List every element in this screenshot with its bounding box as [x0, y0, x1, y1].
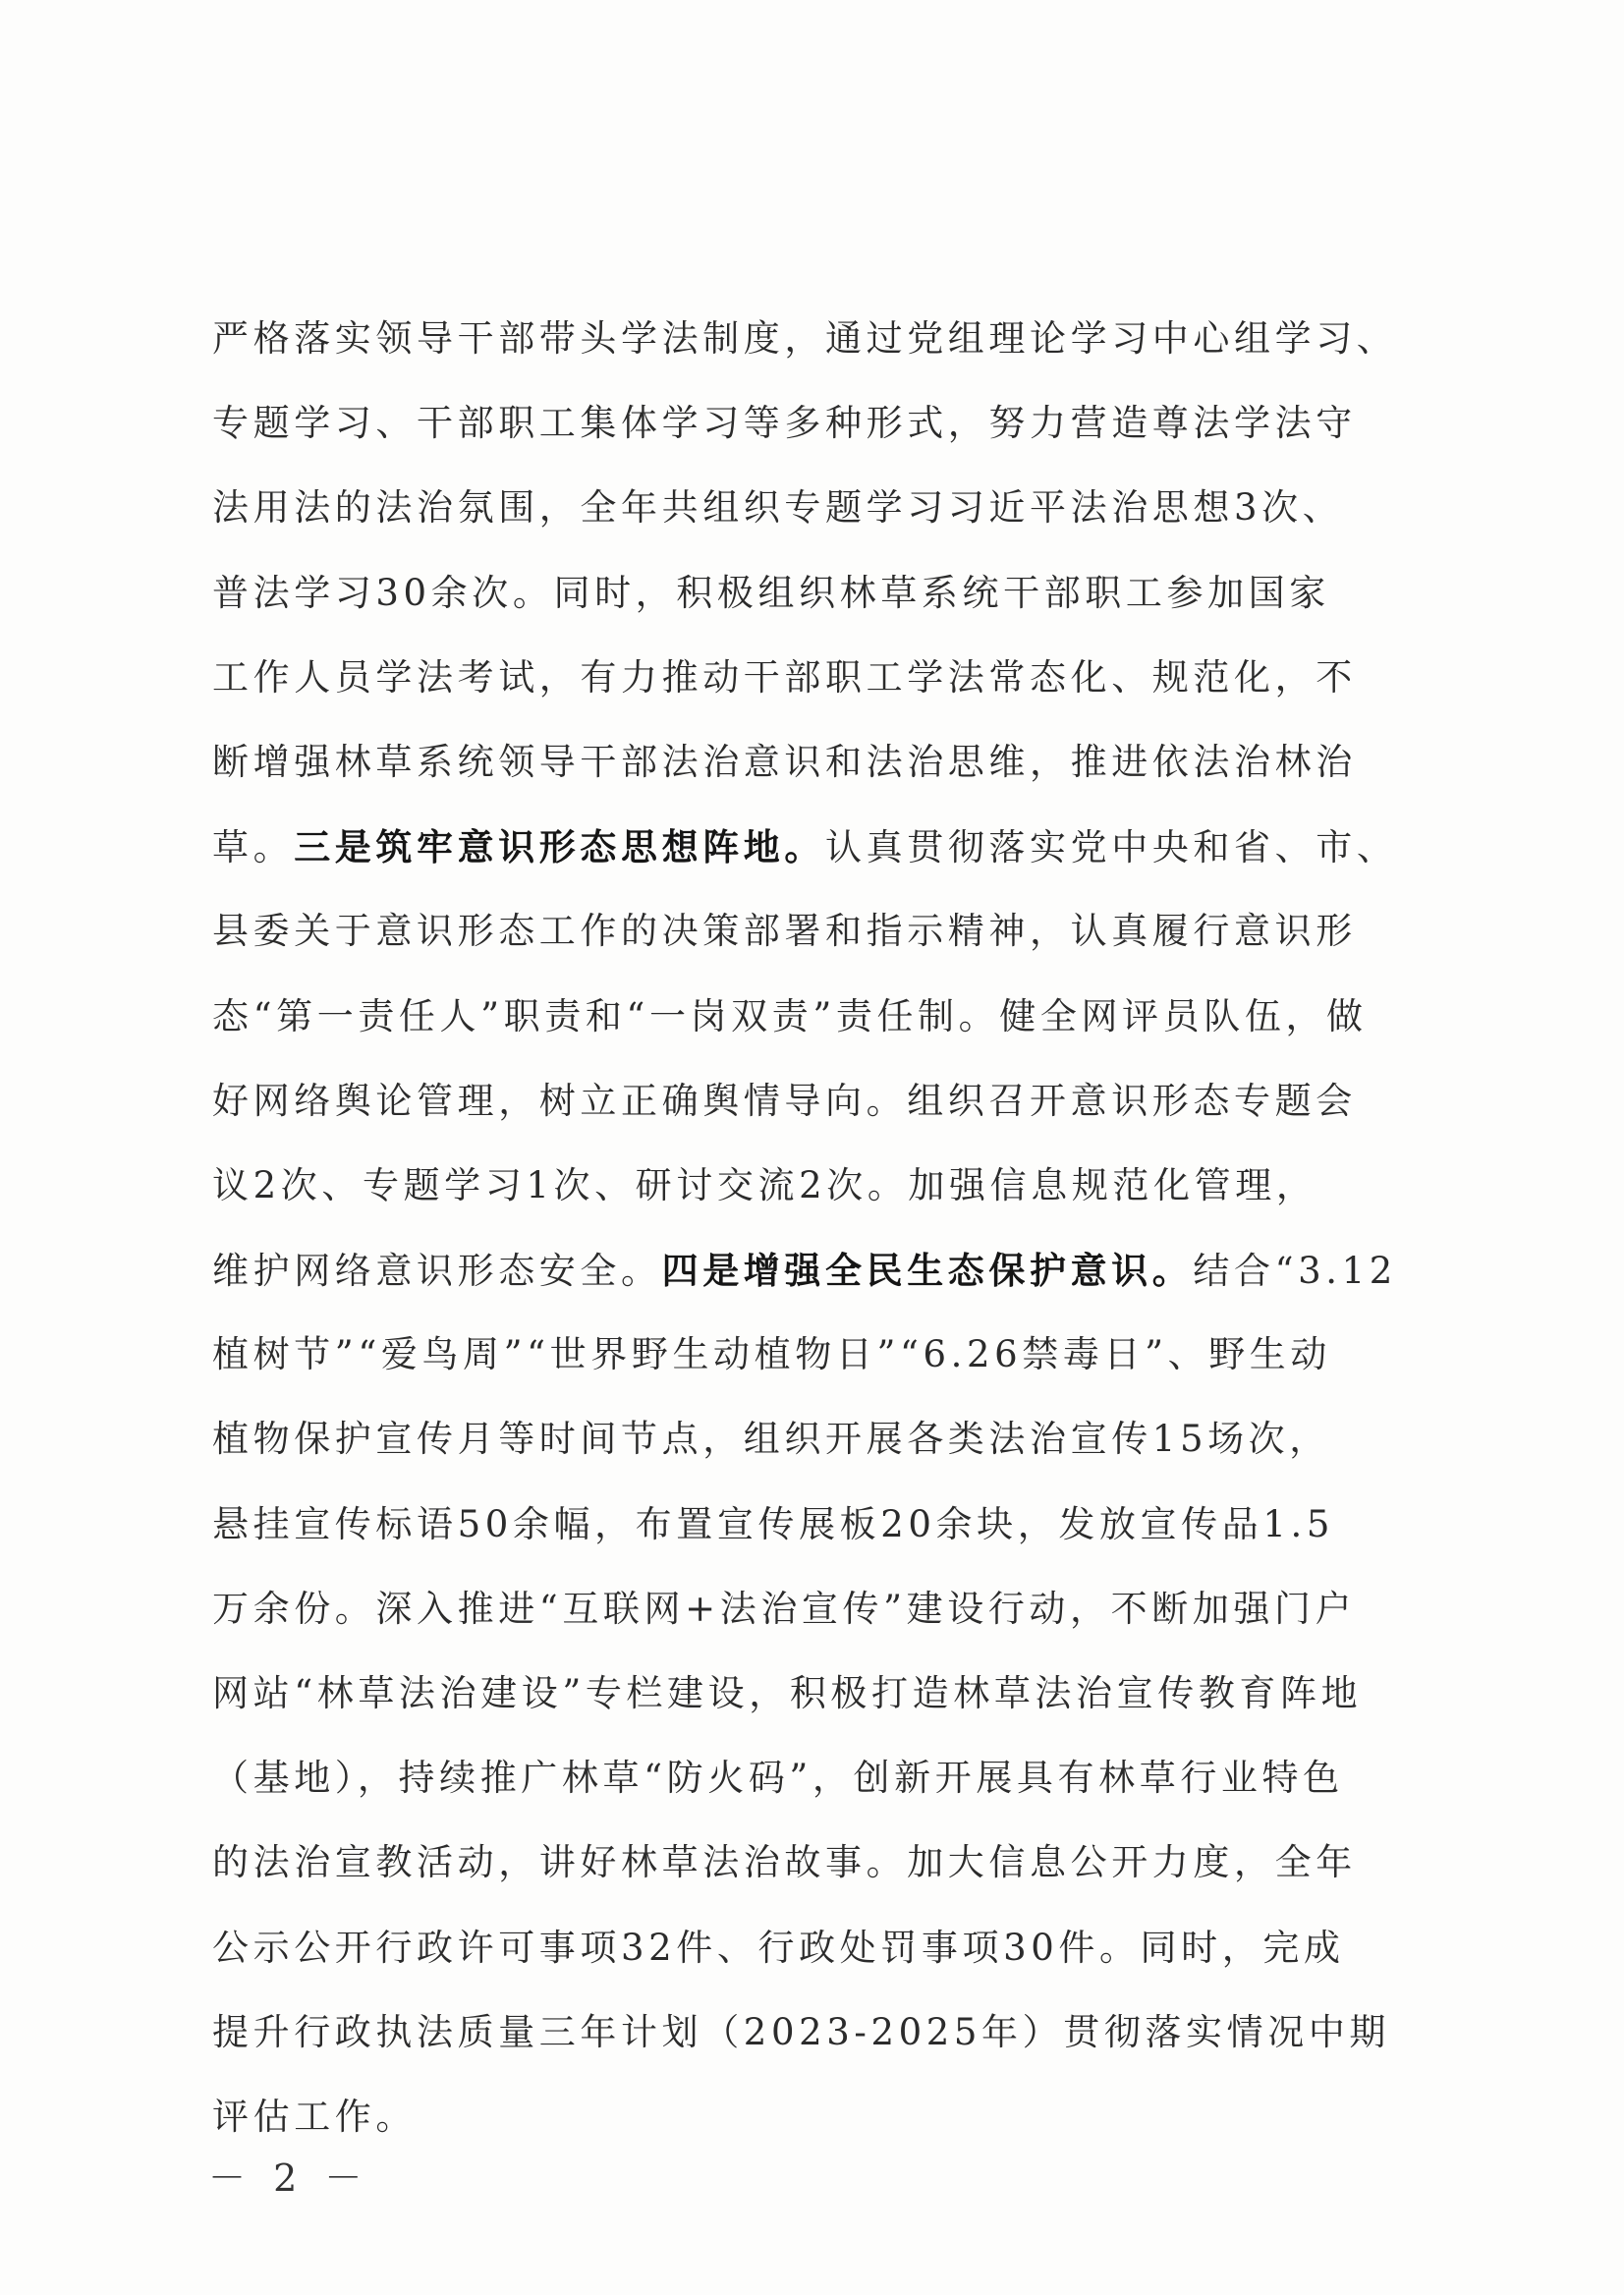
text-line [212, 975, 1421, 1059]
text-segment: 态“第一责任人”职责和“一岗双责”责任制。健全网评员队伍，做 [212, 994, 1368, 1037]
text-line [212, 1567, 1421, 1651]
text-segment: 普法学习30余次。同时，积极组织林草系统干部职工参加国家 [212, 571, 1330, 614]
text-line [212, 1228, 1421, 1313]
text-segment: 断增强林草系统领导干部法治意识和法治思维，推进依法治林治 [212, 740, 1357, 783]
text-line [212, 1059, 1421, 1144]
text-segment: （基地），持续推广林草“防火码”，创新开展具有林草行业特色 [212, 1757, 1344, 1800]
text-segment: 悬挂宣传标语50余幅，布置宣传展板20余块，发放宣传品1.5 [212, 1502, 1335, 1545]
text-segment: 法用法的法治氛围，全年共组织专题学习习近平法治思想3次、 [212, 486, 1344, 530]
text-segment: 提升行政执法质量三年计划（2023-2025年）贯彻落实情况中期 [212, 2010, 1391, 2053]
text-line [212, 1397, 1421, 1482]
text-segment: 网站“林草法治建设”专栏建设，积极打造林草法治宣传教育阵地 [212, 1672, 1363, 1714]
text-segment: 议2次、专题学习1次、研讨交流2次。加强信息规范化管理， [212, 1163, 1317, 1206]
text-segment: 公示公开行政许可事项32件、行政处罚事项30件。同时，完成 [212, 1926, 1345, 1969]
text-segment: 好网络舆论管理，树立正确舆情导向。组织召开意识形态专题会 [212, 1079, 1357, 1122]
text-segment: 的法治宣教活动，讲好林草法治故事。加大信息公开力度，全年 [212, 1841, 1357, 1884]
text-segment: 植树节”“爱鸟周”“世界野生动植物日”“6.26禁毒日”、野生动 [212, 1333, 1331, 1376]
text-segment: 严格落实领导干部带头学法制度，通过党组理论学习中心组学习、 [212, 317, 1398, 360]
text-segment: 结合“3.12 [1193, 1250, 1397, 1293]
text-line [212, 1736, 1421, 1820]
text-line [212, 720, 1421, 805]
text-segment: 植物保护宣传月等时间节点，组织开展各类法治宣传15场次， [212, 1418, 1330, 1461]
text-line [212, 636, 1421, 720]
text-segment: 县委关于意识形态工作的决策部署和指示精神，认真履行意识形 [212, 910, 1357, 953]
text-segment: 万余份。深入推进“互联网+法治宣传”建设行动，不断加强门户 [212, 1587, 1357, 1630]
text-segment: 评估工作。 [212, 2095, 417, 2138]
text-segment: 维护网络意识形态安全。 [212, 1250, 662, 1293]
text-segment: 工作人员学法考试，有力推动干部职工学法常态化、规范化，不 [212, 655, 1357, 699]
text-line [212, 1483, 1421, 1567]
page-number: － 2 － [208, 2156, 370, 2200]
bold-heading-phrase: 四是增强全民生态保护意识。 [661, 1249, 1194, 1293]
text-segment: 专题学习、干部职工集体学习等多种形式，努力营造尊法学法守 [212, 402, 1357, 445]
bold-heading-phrase: 三是筑牢意识形态思想阵地。 [294, 825, 826, 869]
body-text [212, 297, 1421, 2159]
text-segment: 草。 [212, 826, 295, 869]
text-line [212, 1906, 1421, 1990]
text-line [212, 466, 1421, 550]
text-line [212, 1990, 1421, 2075]
text-line [212, 805, 1421, 889]
text-line [212, 889, 1421, 974]
text-line [212, 297, 1421, 381]
text-line [212, 1820, 1421, 1905]
text-line [212, 551, 1421, 636]
text-line [212, 2075, 1421, 2159]
text-line [212, 381, 1421, 466]
text-segment: 认真贯彻落实党中央和省、市、 [825, 826, 1398, 869]
text-line [212, 1313, 1421, 1397]
text-line [212, 1144, 1421, 1228]
text-line [212, 1651, 1421, 1736]
